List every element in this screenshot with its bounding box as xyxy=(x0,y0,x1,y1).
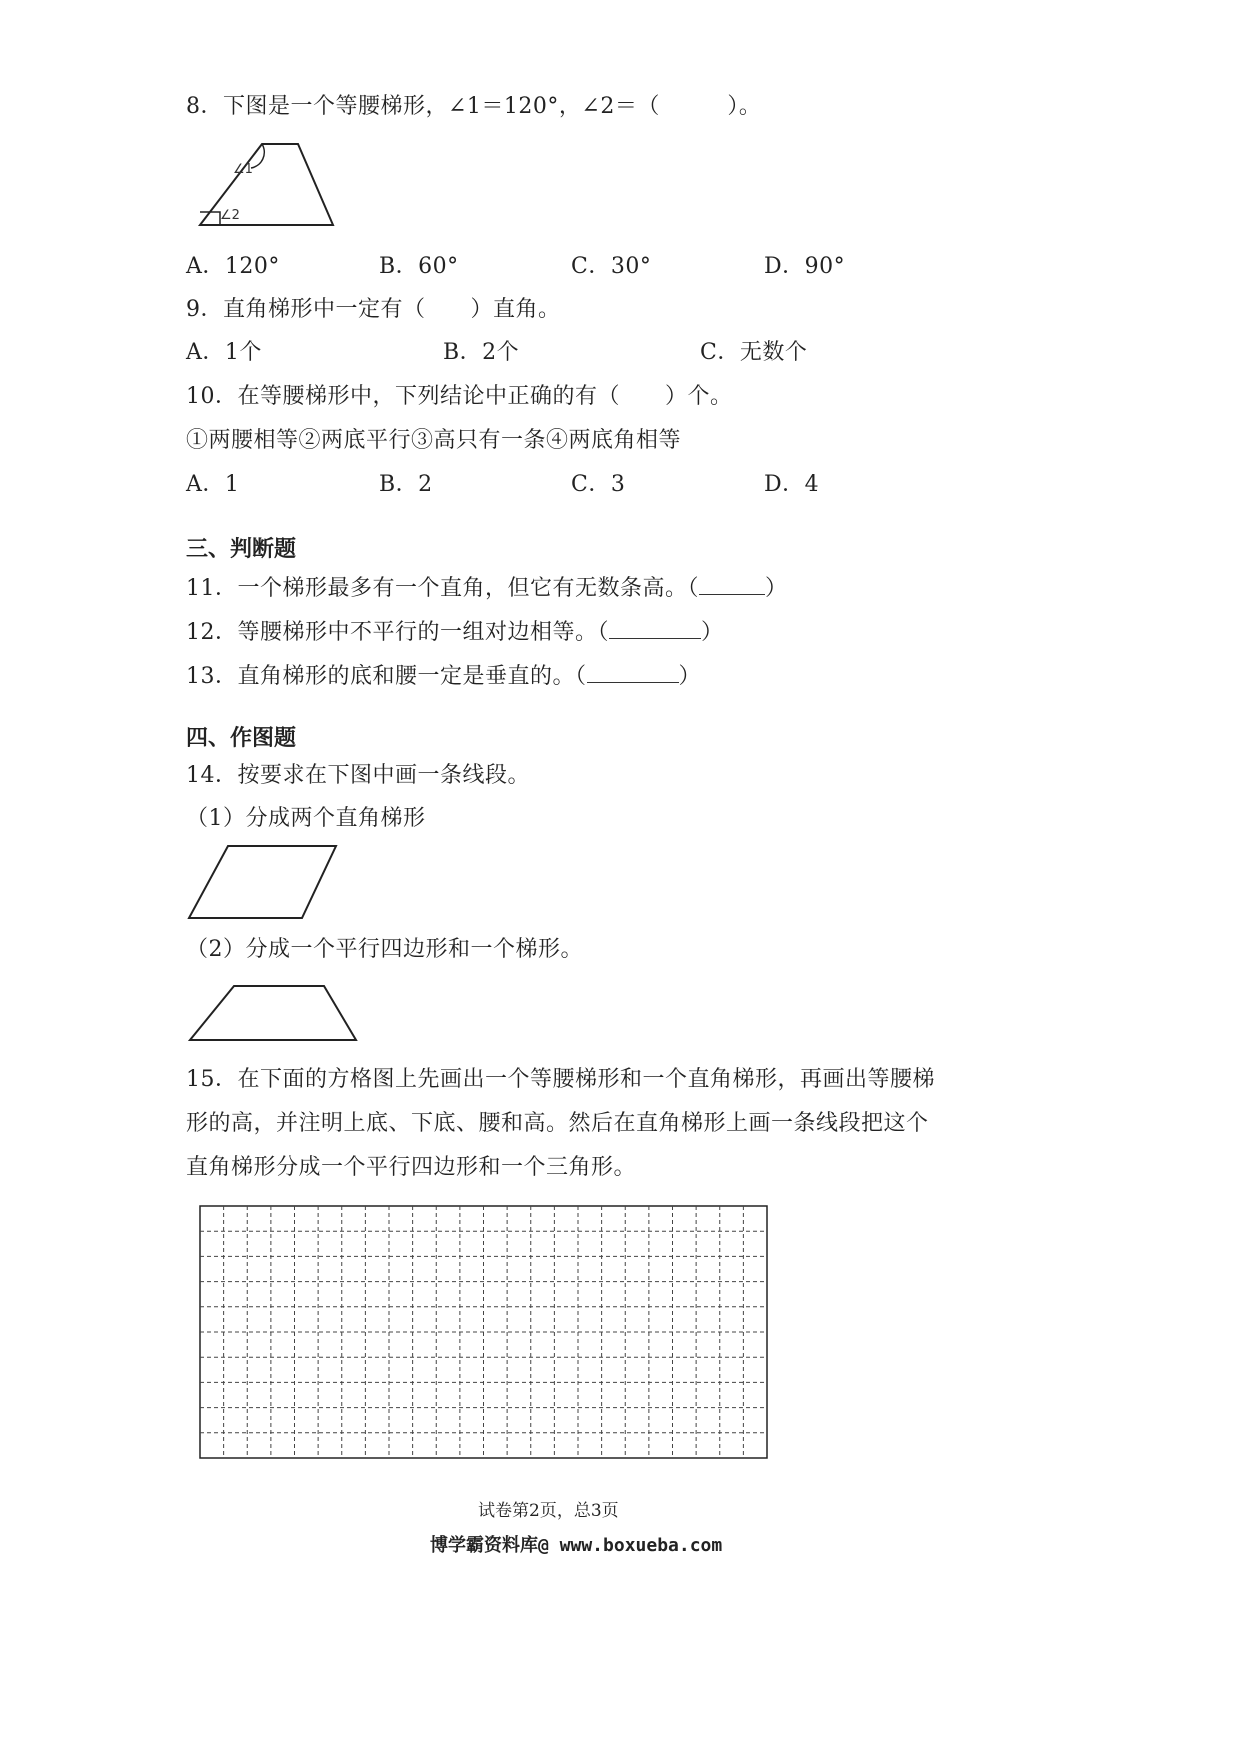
q10-option-a: A．1 xyxy=(186,472,240,497)
angle1-label: ∠1 xyxy=(233,162,253,177)
q8-option-a: A．120° xyxy=(186,254,280,279)
q14-stem: 14．按要求在下图中画一条线段。 xyxy=(186,763,530,788)
q8-isosceles-trapezoid-figure xyxy=(195,140,340,235)
drawing-grid[interactable] xyxy=(199,1205,768,1459)
q10-statements: ①两腰相等②两底平行③高只有一条④两底角相等 xyxy=(186,428,682,453)
q15-line2: 形的高，并注明上底、下底、腰和高。然后在直角梯形上画一条线段把这个 xyxy=(186,1111,929,1136)
q10-stem: 10．在等腰梯形中，下列结论中正确的有（ ）个。 xyxy=(186,384,733,409)
q10-option-c: C．3 xyxy=(571,472,626,497)
q15-line1: 15．在下面的方格图上先画出一个等腰梯形和一个直角梯形，再画出等腰梯 xyxy=(186,1067,935,1092)
q12-answer-blank[interactable] xyxy=(609,620,701,639)
q14-part1: （1）分成两个直角梯形 xyxy=(186,806,426,831)
q9-option-b: B．2个 xyxy=(443,340,520,365)
q8-option-d: D．90° xyxy=(764,254,846,279)
q13-answer-blank[interactable] xyxy=(587,664,679,683)
q14-trapezoid-figure[interactable] xyxy=(186,982,361,1047)
q13: 13．直角梯形的底和腰一定是垂直的。（ ） xyxy=(186,664,702,689)
q15-line3: 直角梯形分成一个平行四边形和一个三角形。 xyxy=(186,1155,637,1180)
page-number: 试卷第2页，总3页 xyxy=(478,1501,619,1521)
source-watermark: 博学霸资料库@ www.boxueba.com xyxy=(430,1535,723,1556)
q8-stem: 8．下图是一个等腰梯形，∠1＝120°，∠2＝（ ）。 xyxy=(186,94,762,119)
q14-parallelogram-figure[interactable] xyxy=(186,843,341,923)
q10-option-b: B．2 xyxy=(379,472,433,497)
q10-option-d: D．4 xyxy=(764,472,820,497)
q9-option-a: A．1个 xyxy=(186,340,262,365)
q11-answer-blank[interactable] xyxy=(699,576,765,595)
q12: 12．等腰梯形中不平行的一组对边相等。（ ） xyxy=(186,620,724,645)
q8-option-c: C．30° xyxy=(571,254,652,279)
q9-stem: 9．直角梯形中一定有（ ）直角。 xyxy=(186,297,561,322)
q8-option-b: B．60° xyxy=(379,254,459,279)
q14-part2: （2）分成一个平行四边形和一个梯形。 xyxy=(186,937,583,962)
q9-option-c: C．无数个 xyxy=(700,340,808,365)
section3-heading: 三、判断题 xyxy=(186,537,297,562)
angle2-label: ∠2 xyxy=(220,208,240,223)
q11: 11．一个梯形最多有一个直角，但它有无数条高。（ ） xyxy=(186,576,788,601)
section4-heading: 四、作图题 xyxy=(186,726,297,751)
